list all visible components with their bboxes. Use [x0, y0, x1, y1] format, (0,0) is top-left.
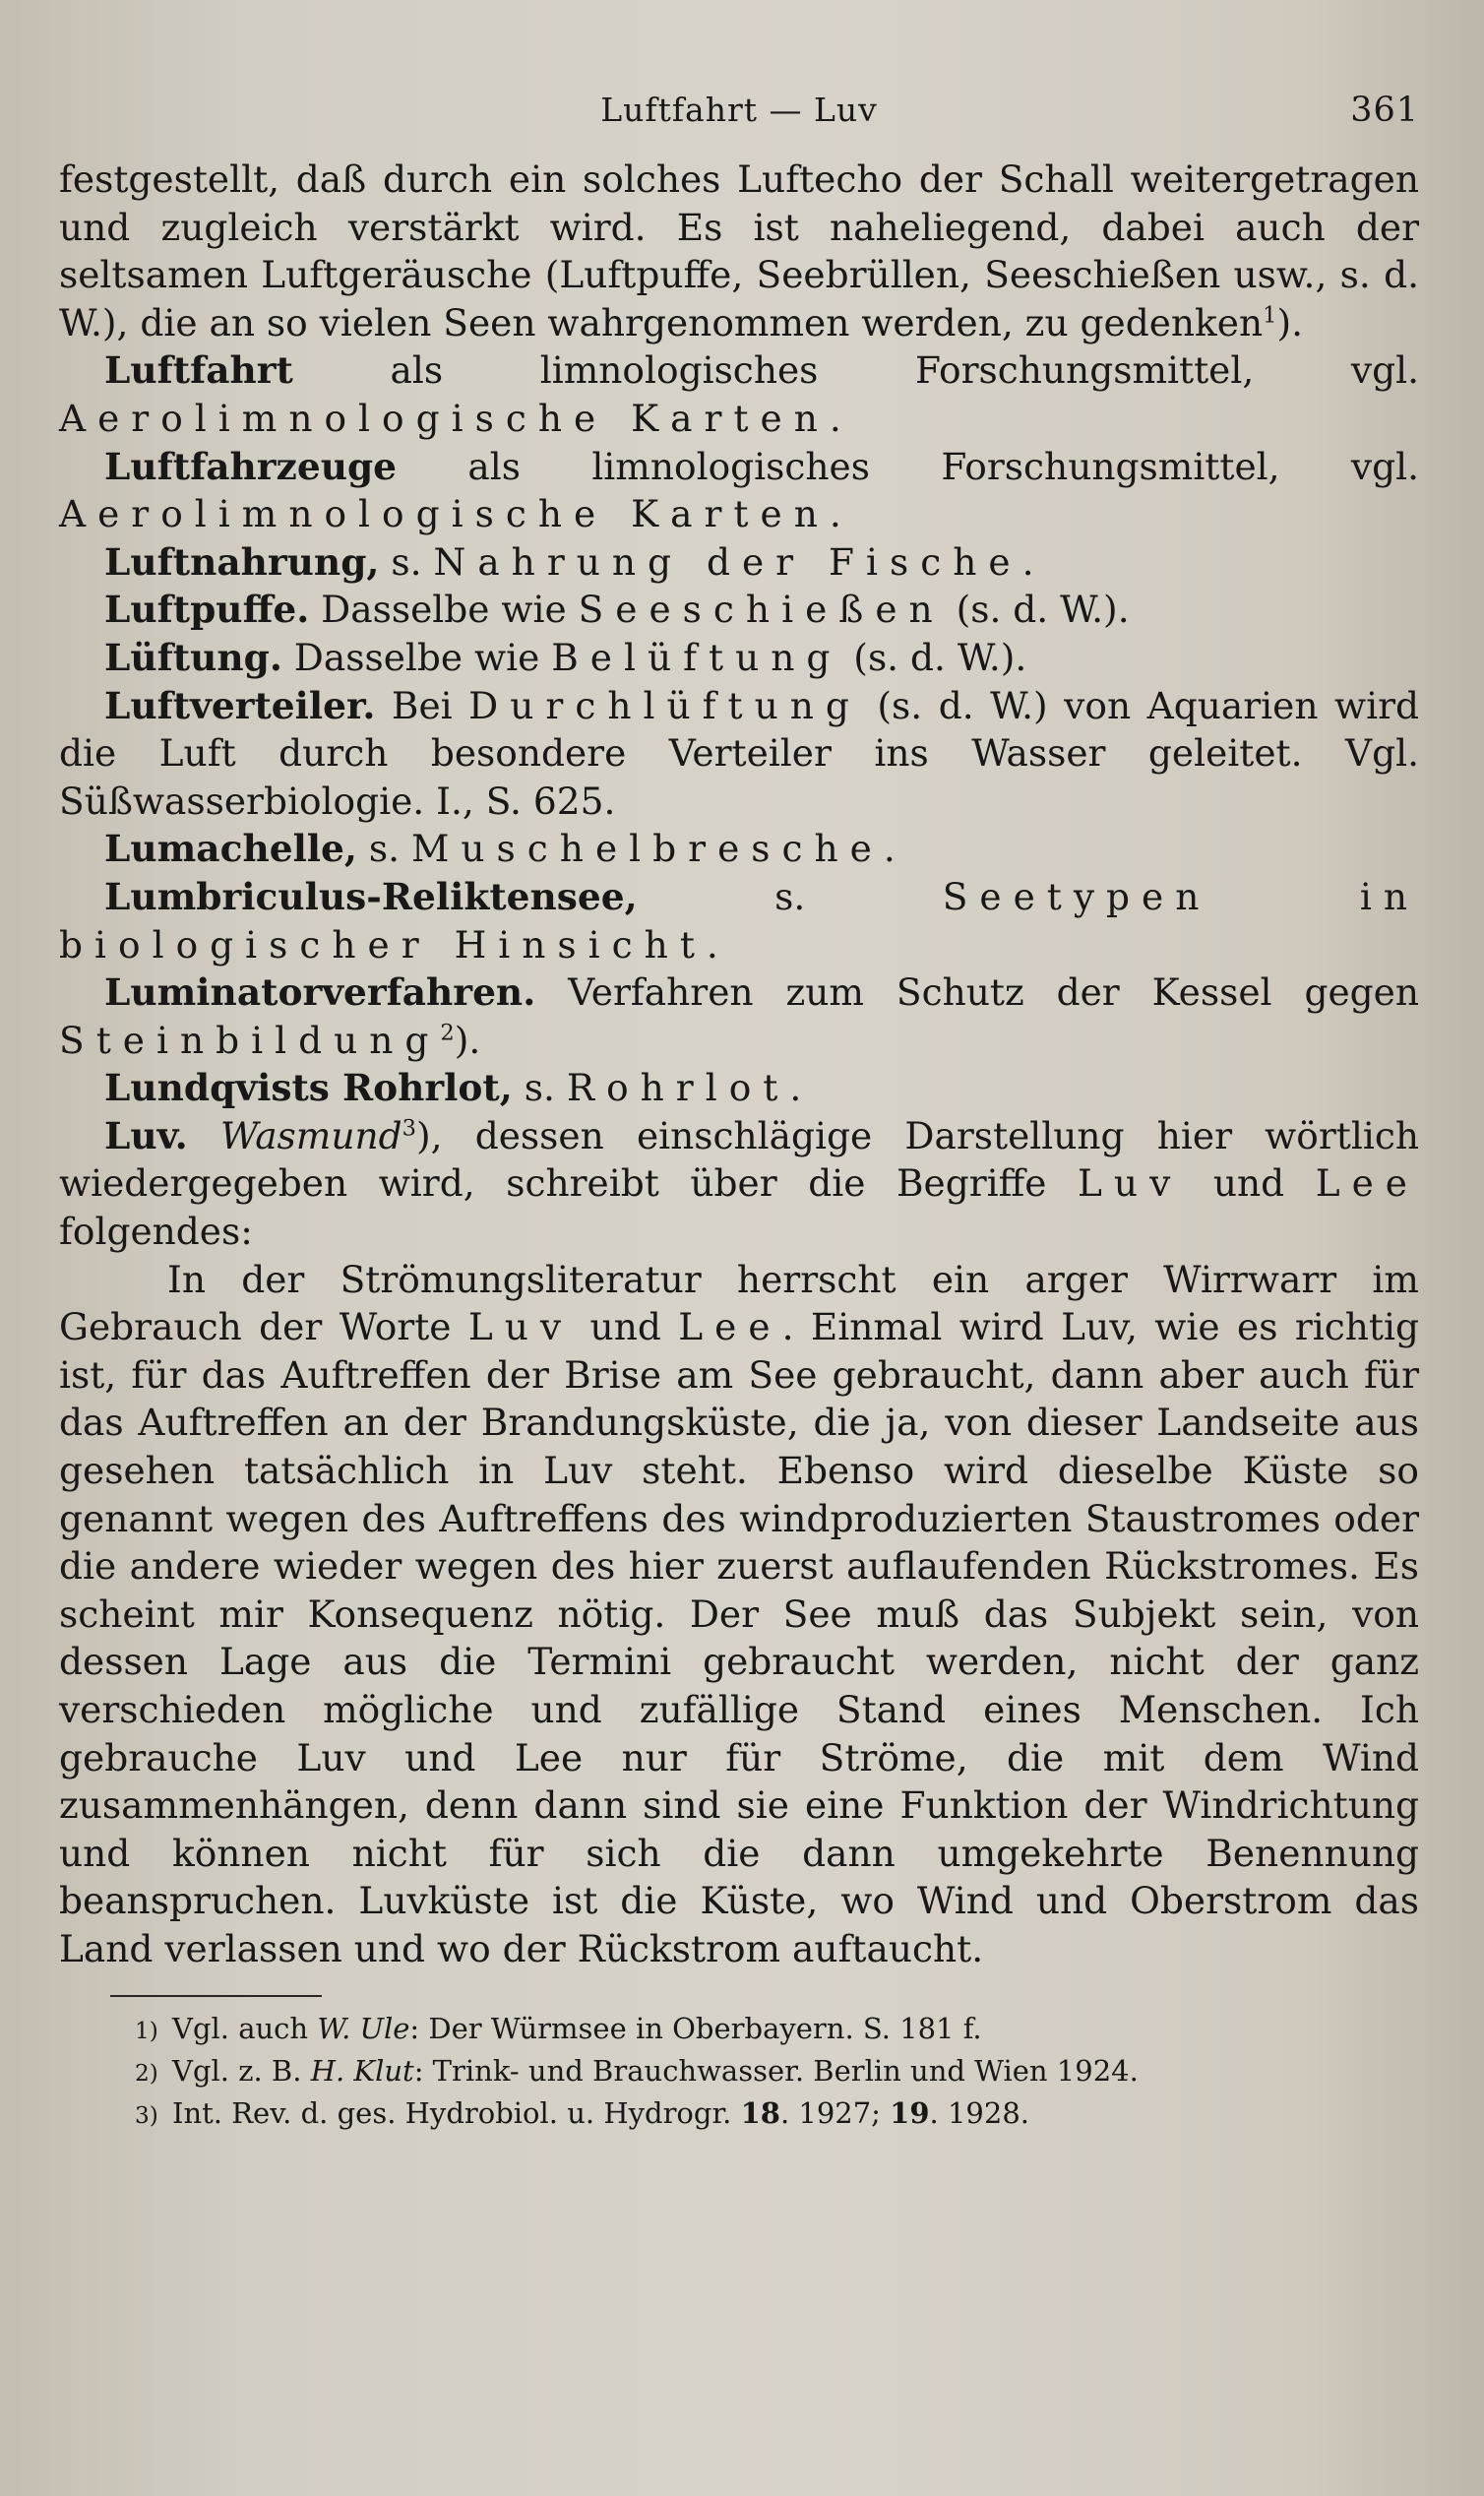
cross-reference: Steinbildung [59, 1018, 441, 1062]
term-emphasis: Lee [678, 1305, 782, 1349]
footnote-ref: 2 [440, 1020, 455, 1046]
entry-text: s. [512, 1066, 567, 1110]
running-title: Luftfahrt — Luv [600, 91, 878, 129]
footnote-mark: 1) [135, 2017, 158, 2044]
entry-lemma: Luftverteiler. [104, 683, 376, 727]
cross-reference: Aerolimnologische Karten [59, 396, 830, 440]
entry-lundqvists-rohrlot [59, 1064, 1419, 1112]
entry-text: . [829, 492, 841, 536]
footnote-2 [59, 2051, 1419, 2093]
footnote-author: H. Klut [310, 2053, 414, 2088]
entry-text: . [883, 827, 896, 871]
entry-lemma: Luv. [104, 1113, 188, 1157]
entry-text: und [1182, 1161, 1316, 1206]
entry-lemma: Lumbriculus-Reliktensee, [104, 874, 638, 918]
cross-reference: Seetypen in biologischer Hinsicht [59, 874, 1419, 967]
volume-number: 18 [740, 2095, 780, 2130]
footnote-text: Int. Rev. d. ges. Hydrobiol. u. Hydrogr. [172, 2095, 741, 2130]
cross-reference: Seeschießen [578, 588, 945, 632]
entry-text: Dasselbe wie [281, 635, 552, 679]
entry-text: . [1021, 539, 1034, 584]
entry-luminatorverfahren [59, 968, 1419, 1064]
footnote-text: . 1927; [779, 2095, 891, 2130]
cross-reference: Durchlüftung [468, 683, 861, 727]
footnote-ref: 3 [402, 1115, 416, 1142]
footnote-1 [59, 2009, 1419, 2051]
term-emphasis: Luv [467, 1305, 574, 1349]
entry-lumbriculus-reliktensee [59, 873, 1419, 968]
entry-text: als limnologisches Forschungsmittel, vgl. [292, 348, 1419, 393]
footnote-3 [59, 2093, 1419, 2136]
entry-text: (s. d. W.) von Aquarien wird die Luft durch besondere Verteiler ins Wasser geleitet. Vgl. Süßwasserbiologie. I., S. 625. [59, 683, 1420, 823]
entry-lemma: Lüftung. [104, 635, 282, 679]
page-number: 361 [1350, 91, 1419, 130]
footnote-text: : Trink- und Brauchwasser. Berlin und Wien 1924. [413, 2053, 1139, 2088]
paragraph-continuation [59, 156, 1419, 346]
entry-luftfahrt [59, 346, 1419, 442]
footnotes [59, 2009, 1419, 2136]
cross-reference: Muschelbresche [411, 827, 884, 871]
quote-text: und [573, 1305, 679, 1349]
entry-text: s. [356, 827, 411, 871]
entry-text: ). [454, 1018, 481, 1062]
entry-lemma: Luftfahrt [104, 348, 293, 393]
footnote-text: . 1928. [929, 2095, 1029, 2130]
entry-luftnahrung [59, 538, 1419, 587]
entry-text: (s. d. W.). [841, 635, 1027, 679]
entry-lemma: Luftfahrzeuge [104, 444, 398, 488]
footnote-ref: 1 [1263, 302, 1277, 329]
entry-luftverteiler [59, 682, 1419, 826]
paragraph-text: ). [1276, 300, 1304, 344]
footnote-mark: 2) [135, 2059, 158, 2087]
entry-text: . [706, 922, 718, 967]
quote-text: . Einmal wird Luv, wie es richtig ist, für das Auftreffen der Brise am See gebraucht, dann aber auch für das Auftreffen an der Brandungsküste, die ja, von dieser Landseite aus gesehen tatsächlich in Luv steht. Ebenso wird dieselbe Küste so genannt wegen des Auftreffens des windproduzierten Staustromes oder die andere wieder wegen des hier zuerst auflaufenden Rückstromes. Es scheint mir Konsequenz nötig. Der See muß das Subjekt sein, von dessen Lage aus die Termini gebraucht werden, nicht der ganz verschieden mögliche und zufällige Stand eines Menschen. Ich gebrauche Luv und Lee nur für Ströme, die mit dem Wind zusammenhängen, denn dann sind sie eine Funktion der Windrichtung und können nicht für sich die dann umgekehrte Benennung beanspruchen. Luvküste ist die Küste, wo Wind und Oberstrom das Land verlassen und wo der Rückstrom auftaucht. [59, 1305, 1419, 1970]
entry-text: Dasselbe wie [309, 588, 579, 632]
entry-text: s. [379, 539, 434, 584]
entry-lumachelle [59, 825, 1419, 873]
entry-text: s. [637, 874, 943, 918]
term-emphasis: Luv [1078, 1161, 1183, 1206]
entry-lemma: Luminatorverfahren. [104, 970, 536, 1015]
footnote-text: : Der Würmsee in Oberbayern. S. 181 f. [409, 2011, 982, 2045]
entry-text: folgendes: [59, 1210, 253, 1254]
cross-reference: Belüftung [551, 635, 842, 679]
entry-text: als limnologisches Forschungsmittel, vgl. [397, 444, 1419, 488]
footnote-divider [110, 1995, 322, 1997]
cross-reference: Aerolimnologische Karten [59, 492, 830, 536]
entry-text: (s. d. W.). [944, 588, 1130, 632]
volume-number: 19 [890, 2095, 930, 2130]
footnote-author: W. Ule [317, 2011, 410, 2045]
entry-text: Verfahren zum Schutz der Kessel gegen [535, 970, 1419, 1015]
entry-luftfahrzeuge [59, 443, 1419, 538]
entry-lemma: Luftnahrung, [104, 539, 380, 584]
author-name: Wasmund [219, 1113, 402, 1157]
entry-text: . [789, 1066, 802, 1110]
quotation-paragraph [59, 1256, 1419, 1973]
body-text [59, 156, 1419, 1973]
footnote-text: Vgl. auch [172, 2011, 318, 2045]
entry-lemma: Luftpuffe. [104, 588, 310, 632]
entry-luftpuffe [59, 586, 1419, 634]
cross-reference: Nahrung der Fische [433, 539, 1022, 584]
entry-text: Bei [375, 683, 469, 727]
running-head [59, 79, 1419, 138]
paragraph-text: festgestellt, daß durch ein solches Luftecho der Schall weitergetragen und zugleich verstärkt wird. Es ist naheliegend, dabei auch der seltsamen Luftgeräusche (Luftpuffe, Seebrüllen, Seeschießen usw., s. d. W.), die an so vielen Seen wahrgenommen werden, zu gedenken [59, 157, 1419, 344]
entry-text: ), dessen einschlägige Darstellung hier wörtlich wiedergegeben wird, schreibt über die Begriffe [59, 1113, 1419, 1206]
entry-lemma: Lumachelle, [104, 827, 357, 871]
quote-text: In der Strömungsliteratur herrscht ein arger Wirrwarr im Gebrauch der Worte [59, 1257, 1419, 1349]
entry-lemma: Lundqvists Rohrlot, [104, 1066, 513, 1110]
entry-luv [59, 1112, 1419, 1256]
footnote-text: Vgl. z. B. [172, 2053, 311, 2088]
entry-text: . [829, 396, 841, 440]
footnote-mark: 3) [135, 2101, 158, 2129]
term-emphasis: Lee [1315, 1161, 1419, 1206]
cross-reference: Rohrlot [566, 1066, 790, 1110]
entry-lueftung [59, 634, 1419, 682]
